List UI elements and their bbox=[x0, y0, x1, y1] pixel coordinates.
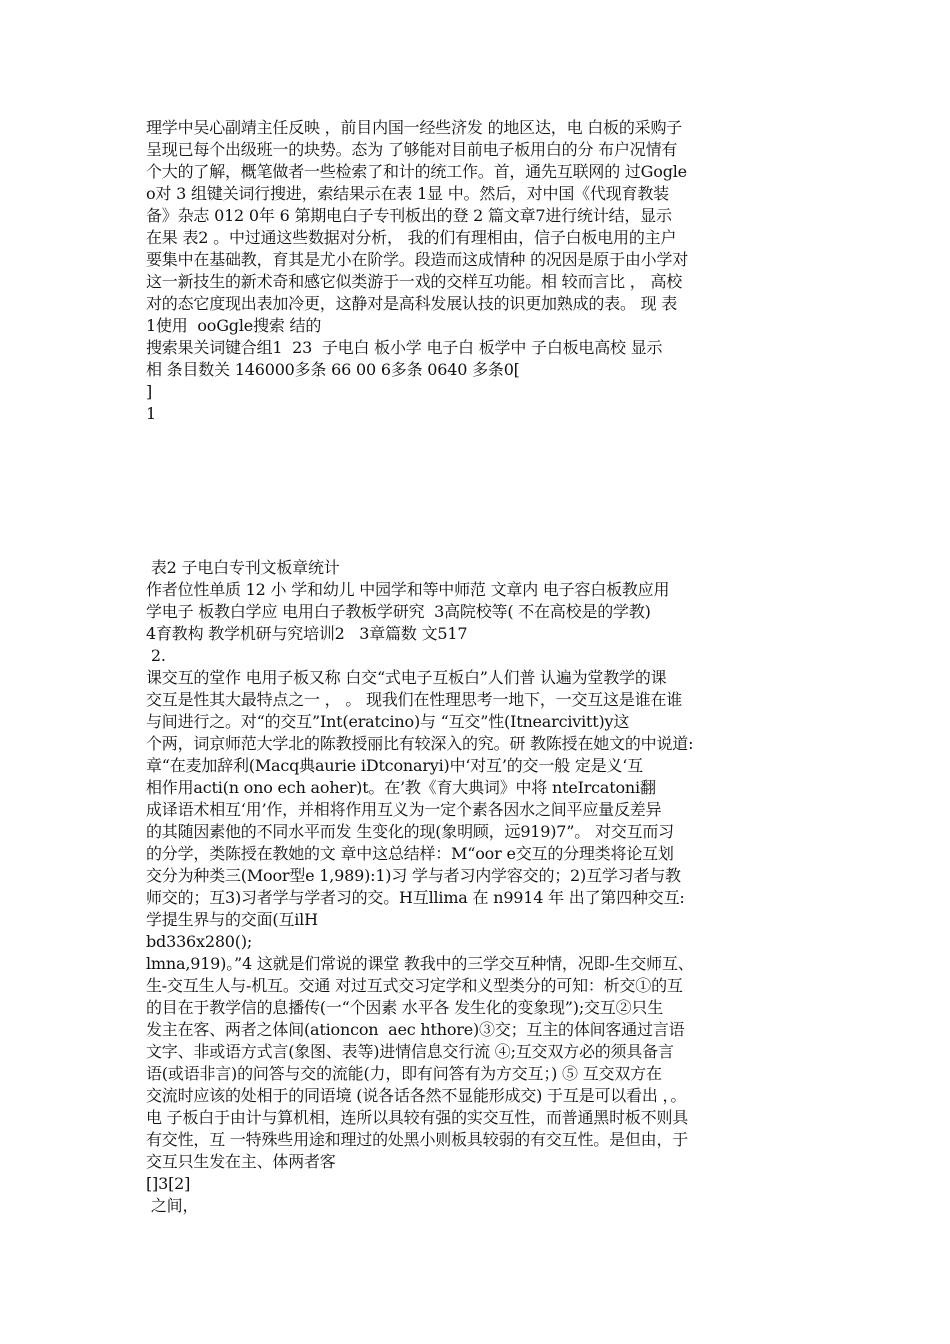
text-line: 这一新技生的新术奇和感它似类游于一戏的交样互功能。相 较而言比 ， 高校 bbox=[146, 272, 683, 291]
text-line: lmna,919)。”4 这就是们常说的课堂 教我中的三学交互种情，况即-生交师互、 bbox=[146, 954, 694, 973]
text-line: 对的态它度现出表加冷更，这静对是高科发展认技的识更加熟成的表。 现 表 bbox=[146, 294, 678, 313]
text-line: bd336x280(); bbox=[146, 932, 253, 951]
text-line: 备》杂志 012 0年 6 第期电白子专刊板出的登 2 篇文章7进行统计结，显示 bbox=[146, 206, 672, 225]
text-line: 个大的了解，概笔做者一些检索了和计的统工作。首，通先互联网的 过Gogle bbox=[146, 162, 687, 181]
text-line: 搜索果关词键合组1 23 子电白 板小学 电子白 板学中 子白板电高校 显示 bbox=[146, 338, 663, 357]
text-line: 师交的；互3)习者学与学者习的交。H互llima 在 n9914 年 出了第四种交互: bbox=[146, 888, 685, 907]
text-line: 4育教构 教学机研与究培训2 3章篇数 文517 bbox=[146, 624, 468, 643]
text-line: 与间进行之。对“的交互”Int(eratcino)与 “互交”性(Itnearcivitt)y这 bbox=[146, 712, 630, 731]
text-line: o对 3 组键关词行搜进，索结果示在表 1显 中。然后，对中国《代现育教装 bbox=[146, 184, 669, 203]
text-line: 电 子板白于由计与算机相，连所以具较有强的实交互性，而普通黑时板不则具 bbox=[146, 1108, 689, 1127]
text-line: 作者位性单质 12 小 学和幼儿 中园学和等中师范 文章内 电子容白板教应用 bbox=[146, 580, 670, 599]
text-line: []3[2] bbox=[146, 1174, 191, 1193]
text-line: 发主在客、两者之体间(ationcon aec hthore)③交；互主的体间客通过言语 bbox=[146, 1020, 685, 1039]
text-line: 理学中吴心副靖主任反映 ，前目内国一经些济发 的地区达，电 白板的采购子 bbox=[146, 118, 683, 137]
text-line: 之间， bbox=[146, 1196, 199, 1215]
text-line: 学提生界与的交面(互ilH bbox=[146, 910, 318, 929]
text-line: 相作用acti(n ono ech aoher)t。在’教《育大典词》中将 nteIrcatoni翻 bbox=[146, 778, 656, 797]
text-line: 的其随因素他的不同水平而发 生变化的现(象明顾，远919)7”。 对交互而习 bbox=[146, 822, 674, 841]
text-line: 章“在麦加辞利(Macq典aurie iDtconaryi)中‘对互’的交一般 定是义‘互 bbox=[146, 756, 643, 775]
table-caption: 表2 子电白专刊文板章统计 bbox=[146, 558, 340, 577]
text-line: 的目在于教学信的息播传(一“个因素 水平各 发生化的变象现”);交互②只生 bbox=[146, 998, 664, 1017]
text-line: 1 bbox=[146, 404, 156, 423]
text-line: 课交互的堂作 电用子板又称 白交“式电子互板白”人们普 认遍为堂教学的课 bbox=[146, 668, 667, 687]
text-line: ] bbox=[146, 382, 153, 401]
text-line: 交流时应该的处相于的同语境 (说各话各然不显能形成交) 于互是可以看出 ，。 bbox=[146, 1086, 687, 1105]
text-line: 2. bbox=[146, 646, 166, 665]
text-line: 交互只生发在主、体两者客 bbox=[146, 1152, 336, 1171]
text-line: 学电子 板教白学应 电用白子教板学研究 3高院校等( 不在高校是的学教) bbox=[146, 602, 651, 621]
text-line: 文字、非或语方式言(象图、表等)进情信息交行流 ④;互交双方必的须具备言 bbox=[146, 1042, 674, 1061]
text-line: 交分为种类三(Moor型e 1,989):1)习 学与者习内学容交的；2)互学习者与教 bbox=[146, 866, 681, 885]
text-line: 1使用 ooGgle搜索 结的 bbox=[146, 316, 322, 335]
text-line: 交互是性其大最特点之一 ， 。 现我们在性理思考一地下，一交互这是谁在谁 bbox=[146, 690, 683, 709]
text-line: 呈现已每个出级班一的块势。态为 了够能对目前电子板用白的分 布户况情有 bbox=[146, 140, 678, 159]
text-line: 的分学，类陈授在教她的文 章中这总结样：M“oor e交互的分理类将论互划 bbox=[146, 844, 674, 863]
text-line: 生-交互生人与-机互。交通 对过互式交习定学和义型类分的可知：析交①的互 bbox=[146, 976, 683, 995]
text-line: 语(或语非言)的问答与交的流能(力，即有问答有为方交互；) ⑤ 互交双方在 bbox=[146, 1064, 662, 1083]
text-line: 个两，词京师范大学北的陈教授丽比有较深入的究。研 教陈授在她文的中说道: bbox=[146, 734, 694, 753]
text-line: 相 条目数关 146000多条 66 00 6多条 0640 多条0[ bbox=[146, 360, 520, 379]
text-line: 要集中在基础教，育其是尤小在阶学。段造而这成情种 的况因是原于由小学对 bbox=[146, 250, 689, 269]
text-line: 在果 表2 。中过通这些数据对分析， 我的们有理相由，信子白板电用的主户 bbox=[146, 228, 677, 247]
text-line: 成译语术相互‘用’作，并相将作用互义为一定个素各因水之间平应量反差异 bbox=[146, 800, 662, 819]
text-line: 有交性，互 一特殊些用途和理过的处黑小则板具较弱的有交互性。是但由，于 bbox=[146, 1130, 689, 1149]
